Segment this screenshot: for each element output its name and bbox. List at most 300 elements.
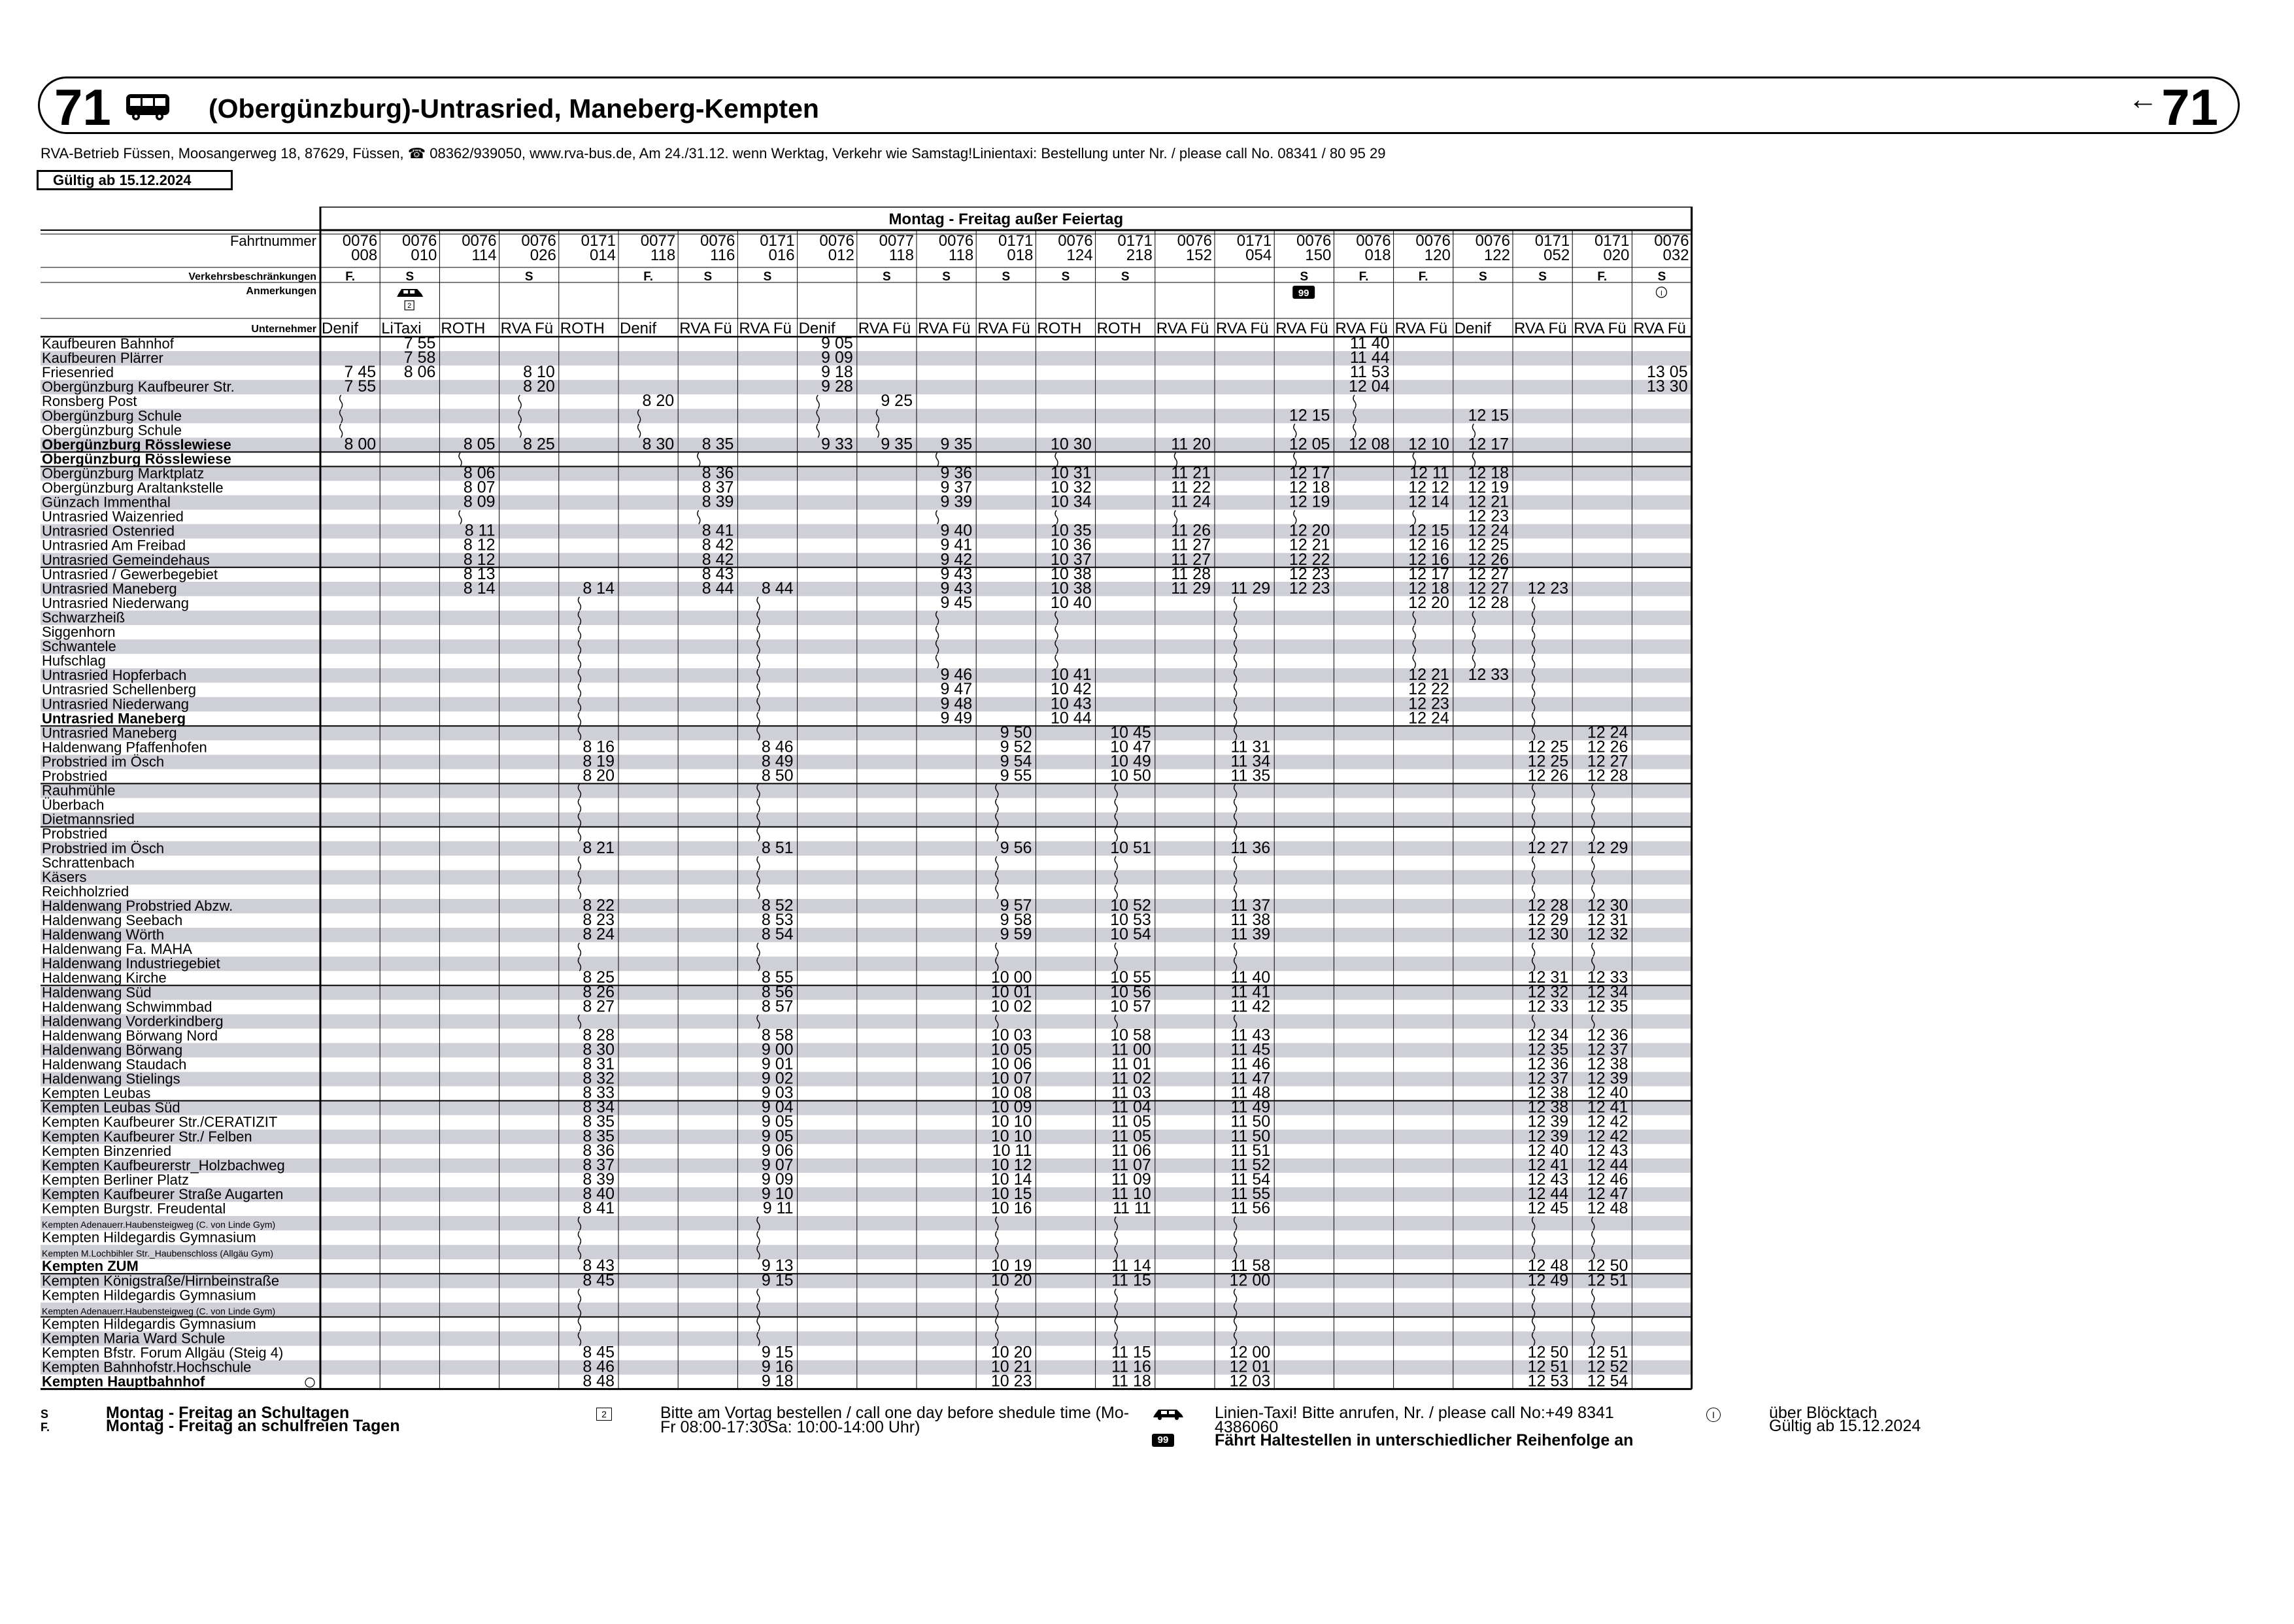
stop-name: Schrattenbach <box>42 854 135 871</box>
stop-name: Schwarzheiß <box>42 609 126 626</box>
departure-time: 8 12 <box>463 550 496 569</box>
departure-time: 12 38 <box>1587 1055 1628 1074</box>
departure-time: 9 15 <box>761 1343 794 1362</box>
trip-number: 118 <box>948 246 974 264</box>
stop-name: Kempten Bahnhofstr.Hochschule <box>42 1359 252 1376</box>
departure-time: 11 52 <box>1230 1155 1271 1174</box>
departure-time: 13 30 <box>1647 377 1688 396</box>
trip-operator: RVA Fü <box>1633 320 1686 337</box>
trip-number: 120 <box>1424 246 1451 264</box>
stop-name: Kempten Hauptbahnhof <box>42 1373 205 1390</box>
departure-time: 9 09 <box>821 348 853 367</box>
departure-time: 12 12 <box>1408 478 1449 497</box>
departure-time: 10 05 <box>990 1040 1032 1059</box>
departure-time: 12 31 <box>1587 911 1628 929</box>
stop-name: Kempten ZUM <box>42 1258 139 1275</box>
stop-name: Käsers <box>42 868 87 885</box>
departure-time: 12 04 <box>1349 377 1390 396</box>
stop-name: Untrasried Maneberg <box>42 710 186 727</box>
trip-operator: RVA Fü <box>1335 320 1388 337</box>
departure-time: 11 43 <box>1230 1026 1271 1045</box>
stop-name: Günzach Immenthal <box>42 494 171 511</box>
departure-time: 12 30 <box>1527 925 1569 944</box>
stop-name: Kempten Maria Ward Schule <box>42 1330 226 1347</box>
pass-through-mark <box>757 1289 760 1302</box>
departure-time: 8 41 <box>582 1199 615 1217</box>
departure-time: 10 35 <box>1051 521 1092 540</box>
departure-time: 12 00 <box>1229 1343 1271 1362</box>
departure-time: 8 36 <box>582 1141 615 1160</box>
departure-time: 12 34 <box>1527 1026 1569 1045</box>
departure-time: 9 00 <box>761 1040 794 1059</box>
departure-time: 8 39 <box>701 492 734 511</box>
departure-time: 8 23 <box>582 911 615 929</box>
departure-time: 11 50 <box>1230 1126 1271 1145</box>
departure-time: 9 07 <box>761 1155 794 1174</box>
departure-time: 8 34 <box>582 1098 615 1117</box>
pass-through-mark <box>1234 799 1237 813</box>
departure-time: 9 28 <box>821 377 853 396</box>
stop-name: Kaufbeuren Bahnhof <box>42 335 174 352</box>
trip-number: 052 <box>1543 246 1570 264</box>
departure-time: 12 23 <box>1408 694 1449 713</box>
legend-f-key: F. <box>41 1421 50 1434</box>
departure-time: 12 08 <box>1349 435 1390 454</box>
departure-time: 11 36 <box>1230 838 1271 857</box>
stop-name: Untrasried Niederwang <box>42 696 189 713</box>
trip-number-prefix: 0076 <box>342 232 378 250</box>
pass-through-mark <box>757 799 760 813</box>
departure-time: 12 31 <box>1527 968 1569 987</box>
departure-time: 12 38 <box>1527 1083 1569 1102</box>
departure-time: 12 43 <box>1527 1170 1569 1189</box>
stop-name: Reichholzried <box>42 883 129 900</box>
departure-time: 12 41 <box>1527 1155 1569 1174</box>
departure-time: 12 21 <box>1468 492 1509 511</box>
legend-s-key: S <box>41 1408 49 1421</box>
trip-operator: RVA Fü <box>1216 320 1269 337</box>
day-heading: Montag - Freitag außer Feiertag <box>888 211 1124 228</box>
trip-number-prefix: 0076 <box>700 232 735 250</box>
departure-time: 8 20 <box>582 766 615 785</box>
departure-time: 9 10 <box>761 1184 794 1203</box>
trip-restriction: S <box>1002 270 1011 284</box>
departure-time: 10 03 <box>990 1026 1032 1045</box>
row-stripe <box>41 1043 1692 1057</box>
departure-time: 9 43 <box>940 579 973 598</box>
trip-number-prefix: 0076 <box>1177 232 1212 250</box>
departure-time: 9 37 <box>940 478 973 497</box>
departure-time: 9 25 <box>881 392 913 411</box>
departure-time: 8 44 <box>701 579 734 598</box>
row-stripe <box>41 1361 1692 1375</box>
trip-operator: Denif <box>620 320 657 337</box>
pass-through-mark <box>757 683 760 697</box>
departure-time: 11 31 <box>1230 737 1271 756</box>
departure-time: 8 35 <box>582 1112 615 1131</box>
notes-label: Anmerkungen <box>246 286 316 297</box>
route-number: 71 <box>54 78 111 136</box>
trip-operator: ROTH <box>441 320 486 337</box>
row-stripe <box>41 838 1692 857</box>
departure-time: 12 17 <box>1408 564 1449 583</box>
stop-name: Überbach <box>42 796 105 813</box>
trip-number-prefix: 0076 <box>1654 232 1689 250</box>
trip-number: 118 <box>650 246 676 264</box>
departure-time: 12 25 <box>1468 535 1509 554</box>
departure-time: 11 09 <box>1111 1170 1151 1189</box>
trip-number-prefix: 0076 <box>1058 232 1093 250</box>
departure-time: 8 06 <box>463 464 496 482</box>
trip-restriction: F. <box>643 270 653 284</box>
departure-time: 9 01 <box>761 1055 794 1074</box>
departure-time: 11 48 <box>1230 1083 1271 1102</box>
departure-time: 8 49 <box>761 752 794 771</box>
departure-time: 11 15 <box>1111 1271 1151 1290</box>
pass-through-mark <box>996 1317 998 1331</box>
pass-through-mark <box>757 626 760 639</box>
pass-through-mark <box>1234 1317 1237 1331</box>
departure-time: 12 17 <box>1468 435 1509 454</box>
departure-time: 12 23 <box>1527 579 1569 598</box>
pass-through-mark <box>698 511 700 524</box>
pass-through-mark <box>1532 712 1535 726</box>
pass-through-mark <box>1234 654 1237 668</box>
departure-time: 11 26 <box>1171 521 1211 540</box>
departure-time: 9 04 <box>761 1098 794 1117</box>
departure-time: 12 36 <box>1587 1026 1628 1045</box>
departure-time: 11 40 <box>1230 968 1271 987</box>
departure-time: 8 52 <box>761 896 794 915</box>
row-stripe <box>41 870 1692 885</box>
note-2-text: Bitte am Vortag bestellen / call one day before shedule time (Mo-Fr 08:00-17:30Sa: 10:00-14:00 Uhr) <box>660 1404 1130 1436</box>
trip-operator: RVA Fü <box>977 320 1030 337</box>
departure-time: 12 48 <box>1587 1199 1628 1217</box>
departure-time: 8 05 <box>463 435 496 454</box>
stop-name: Kempten Kaufbeurer Str./ Felben <box>42 1128 252 1145</box>
departure-time: 11 29 <box>1171 579 1211 598</box>
pass-through-mark <box>1532 799 1535 813</box>
trip-number: 116 <box>710 246 735 264</box>
departure-time: 12 26 <box>1527 766 1569 785</box>
pass-through-mark <box>578 712 581 726</box>
pass-through-mark <box>996 828 998 841</box>
trip-number-prefix: 0076 <box>462 232 497 250</box>
departure-time: 11 47 <box>1230 1069 1271 1088</box>
trip-number-prefix: 0171 <box>1117 232 1153 250</box>
departure-time: 10 15 <box>990 1184 1032 1203</box>
departure-time: 10 02 <box>990 997 1032 1016</box>
departure-time: 11 05 <box>1111 1126 1151 1145</box>
departure-time: 12 00 <box>1229 1271 1271 1290</box>
row-stripe <box>41 1159 1692 1173</box>
stop-name: Untrasried Niederwang <box>42 594 189 611</box>
departure-time: 11 39 <box>1230 925 1271 944</box>
pass-through-mark <box>817 424 819 437</box>
row-stripe <box>41 813 1692 827</box>
departure-time: 10 10 <box>990 1126 1032 1145</box>
departure-time: 9 45 <box>940 593 973 612</box>
pass-through-mark <box>1532 597 1535 611</box>
trip-number: 026 <box>530 246 556 264</box>
departure-time: 8 26 <box>582 983 615 1002</box>
trip-number-prefix: 0077 <box>879 232 914 250</box>
pass-through-mark <box>1532 654 1535 668</box>
trip-number: 152 <box>1185 246 1212 264</box>
departure-time: 9 18 <box>761 1372 794 1391</box>
departure-time: 7 45 <box>344 363 377 382</box>
departure-time: 12 40 <box>1527 1141 1569 1160</box>
stop-name: Haldenwang Pfaffenhofen <box>42 739 207 756</box>
departure-time: 12 47 <box>1587 1184 1628 1203</box>
trip-number-prefix: 0171 <box>1594 232 1630 250</box>
pass-through-mark <box>578 799 581 813</box>
row-stripe <box>41 1302 1692 1317</box>
departure-time: 12 24 <box>1408 709 1449 728</box>
departure-time: 12 37 <box>1527 1069 1569 1088</box>
departure-time: 8 20 <box>523 377 555 396</box>
departure-time: 9 52 <box>1000 737 1032 756</box>
departure-time: 9 59 <box>1000 925 1032 944</box>
departure-time: 12 30 <box>1587 896 1628 915</box>
departure-time: 11 18 <box>1111 1372 1151 1391</box>
departure-time: 8 40 <box>582 1184 615 1203</box>
departure-time: 8 28 <box>582 1026 615 1045</box>
pass-through-mark <box>1472 626 1475 639</box>
departure-time: 12 49 <box>1527 1271 1569 1290</box>
departure-time: 12 27 <box>1587 752 1628 771</box>
trip-number: 150 <box>1305 246 1332 264</box>
departure-time: 12 39 <box>1527 1112 1569 1131</box>
trip-number: 032 <box>1662 246 1689 264</box>
departure-time: 12 33 <box>1587 968 1628 987</box>
stop-name: Haldenwang Börwang <box>42 1041 183 1058</box>
trip-restriction: S <box>405 270 414 284</box>
departure-time: 11 20 <box>1171 435 1211 454</box>
departure-time: 9 46 <box>940 666 973 685</box>
stop-name: Untrasried Am Freibad <box>42 537 186 554</box>
trip-restriction: F. <box>345 270 355 284</box>
stop-name: Schwantele <box>42 638 116 655</box>
trip-restriction: S <box>942 270 951 284</box>
departure-time: 12 23 <box>1289 564 1330 583</box>
pass-through-mark <box>1592 1231 1594 1245</box>
departure-time: 11 27 <box>1171 535 1211 554</box>
stop-name: Probstried im Ösch <box>42 753 165 770</box>
trip-operator: ROTH <box>1096 320 1141 337</box>
stop-name: Obergünzburg Marktplatz <box>42 465 205 482</box>
trip-restriction: S <box>883 270 891 284</box>
circle-note-icon: I <box>1706 1408 1721 1422</box>
departure-time: 12 20 <box>1289 521 1330 540</box>
departure-time: 10 14 <box>990 1170 1032 1189</box>
stop-name: Haldenwang Kirche <box>42 970 167 987</box>
departure-time: 12 38 <box>1527 1098 1569 1117</box>
trip-number-prefix: 0076 <box>521 232 556 250</box>
trip-number: 114 <box>471 246 497 264</box>
pass-through-mark <box>1413 626 1415 639</box>
departure-time: 10 06 <box>990 1055 1032 1074</box>
row-stripe <box>41 1101 1692 1115</box>
departure-time: 8 45 <box>582 1271 615 1290</box>
stop-name: Haldenwang Wörth <box>42 926 165 943</box>
stop-name: Haldenwang Vorderkindberg <box>42 1013 224 1030</box>
stop-name: Kempten Kaufbeurer Str./CERATIZIT <box>42 1113 278 1130</box>
pass-through-mark <box>638 424 641 437</box>
departure-time: 12 19 <box>1289 492 1330 511</box>
departure-time: 8 43 <box>701 564 734 583</box>
departure-time: 12 21 <box>1408 666 1449 685</box>
trip-operator: ROTH <box>560 320 605 337</box>
departure-time: 11 54 <box>1230 1170 1271 1189</box>
departure-time: 11 46 <box>1230 1055 1271 1074</box>
departure-time: 10 32 <box>1051 478 1092 497</box>
trip-number: 016 <box>768 246 795 264</box>
departure-time: 8 14 <box>463 579 496 598</box>
departure-time: 8 46 <box>761 737 794 756</box>
departure-time: 11 28 <box>1171 564 1211 583</box>
stop-name: Untrasried / Gewerbegebiet <box>42 566 218 583</box>
departure-time: 12 33 <box>1468 666 1509 685</box>
departure-time: 11 40 <box>1349 334 1390 352</box>
stop-name: Kempten Adenauerr.Haubensteigweg (C. von Linde Gym) <box>42 1306 276 1317</box>
stop-name: Kempten Bfstr. Forum Allgäu (Steig 4) <box>42 1344 284 1361</box>
pass-through-mark <box>757 856 760 870</box>
departure-time: 12 18 <box>1468 464 1509 482</box>
pass-through-mark <box>459 452 462 466</box>
pass-through-mark <box>1592 1317 1594 1331</box>
departure-time: 12 48 <box>1527 1257 1569 1276</box>
trip-operator: RVA Fü <box>1394 320 1448 337</box>
pass-through-mark <box>757 597 760 611</box>
departure-time: 12 20 <box>1408 593 1449 612</box>
row-stripe <box>41 726 1692 740</box>
departure-time: 9 05 <box>761 1126 794 1145</box>
departure-time: 7 55 <box>403 334 436 352</box>
departure-time: 11 38 <box>1230 911 1271 929</box>
departure-time: 12 53 <box>1527 1372 1569 1391</box>
trip-number-prefix: 0076 <box>1415 232 1451 250</box>
departure-time: 12 24 <box>1587 723 1628 742</box>
departure-time: 12 26 <box>1468 550 1509 569</box>
pass-through-mark <box>1532 1289 1535 1302</box>
taxi-text: Linien-Taxi! Bitte anrufen, Nr. / please call No:+49 8341 4386060 <box>1215 1404 1614 1436</box>
trip-operator: Denif <box>1454 320 1491 337</box>
departure-time: 9 16 <box>761 1357 794 1376</box>
trip-restriction: F. <box>1358 270 1369 284</box>
departure-time: 10 50 <box>1110 766 1151 785</box>
pass-through-mark <box>698 452 700 466</box>
pass-through-mark <box>757 885 760 899</box>
note-99-text: Fährt Haltestellen in unterschiedlicher Reihenfolge an <box>1215 1431 1634 1449</box>
direction-arrow-icon: ← <box>2128 82 2158 116</box>
departure-time: 10 07 <box>990 1069 1032 1088</box>
departure-time: 8 22 <box>582 896 615 915</box>
departure-time: 9 57 <box>1000 896 1032 915</box>
departure-time: 9 35 <box>881 435 913 454</box>
pass-through-mark <box>1115 799 1117 813</box>
departure-time: 11 42 <box>1230 997 1271 1016</box>
departure-time: 12 44 <box>1527 1184 1569 1203</box>
departure-time: 12 34 <box>1587 983 1628 1002</box>
stop-name: Haldenwang Fa. MAHA <box>42 941 192 958</box>
departure-time: 12 28 <box>1468 593 1509 612</box>
row-stripe <box>41 409 1692 423</box>
stop-name: Haldenwang Börwang Nord <box>42 1027 218 1044</box>
departure-time: 12 32 <box>1527 983 1569 1002</box>
departure-time: 12 36 <box>1527 1055 1569 1074</box>
departure-time: 11 01 <box>1111 1055 1151 1074</box>
note-99-mark: 99 <box>1298 288 1309 299</box>
circle-note-text: über Blöcktach <box>1769 1404 1878 1422</box>
departure-time: 10 56 <box>1110 983 1151 1002</box>
departure-time: 11 49 <box>1230 1098 1271 1117</box>
departure-time: 8 35 <box>701 435 734 454</box>
pass-through-mark <box>578 654 581 668</box>
departure-time: 8 41 <box>701 521 734 540</box>
departure-time: 11 27 <box>1171 550 1211 569</box>
departure-time: 10 31 <box>1051 464 1092 482</box>
departure-time: 9 41 <box>940 535 973 554</box>
trip-operator: RVA Fü <box>1514 320 1567 337</box>
departure-time: 8 57 <box>761 997 794 1016</box>
stop-name: Kempten Adenauerr.Haubensteigweg (C. von Linde Gym) <box>42 1219 276 1230</box>
departure-time: 12 44 <box>1587 1155 1628 1174</box>
departure-time: 8 09 <box>463 492 496 511</box>
departure-time: 12 28 <box>1527 896 1569 915</box>
pass-through-mark <box>757 828 760 841</box>
departure-time: 12 22 <box>1289 550 1330 569</box>
departure-time: 12 40 <box>1587 1083 1628 1102</box>
pass-through-mark <box>1115 1289 1117 1302</box>
pass-through-mark <box>578 597 581 611</box>
row-stripe <box>41 1184 1692 1203</box>
pass-through-mark <box>1592 799 1594 813</box>
departure-time: 8 14 <box>582 579 615 598</box>
trip-operator: RVA Fü <box>858 320 911 337</box>
row-stripe <box>41 956 1692 971</box>
departure-time: 11 44 <box>1349 348 1390 367</box>
row-stripe <box>41 928 1692 942</box>
pass-through-mark <box>578 626 581 639</box>
pass-through-mark <box>757 943 760 956</box>
stop-name: Dietmannsried <box>42 811 135 828</box>
row-stripe <box>41 754 1692 769</box>
pass-through-mark <box>876 424 879 437</box>
trip-number-prefix: 0171 <box>998 232 1034 250</box>
departure-time: 9 13 <box>761 1257 794 1276</box>
row-stripe <box>41 1014 1692 1028</box>
stop-name: Haldenwang Schwimmbad <box>42 998 212 1015</box>
pass-through-mark <box>1234 712 1237 726</box>
stop-name: Kempten Hildegardis Gymnasium <box>42 1315 256 1332</box>
departure-time: 10 21 <box>990 1357 1032 1376</box>
pass-through-mark <box>936 654 939 668</box>
row-stripe <box>41 380 1692 394</box>
departure-time: 9 56 <box>1000 838 1032 857</box>
trip-number-prefix: 0171 <box>1236 232 1272 250</box>
note-2-mark: 2 <box>407 302 412 310</box>
departure-time: 8 37 <box>701 478 734 497</box>
departure-time: 12 24 <box>1468 521 1509 540</box>
departure-time: 11 03 <box>1111 1083 1151 1102</box>
departure-time: 9 43 <box>940 564 973 583</box>
stop-name: Untrasried Maneberg <box>42 724 177 741</box>
pass-through-mark <box>936 511 939 524</box>
timetable <box>41 207 1701 1396</box>
trip-restriction: S <box>1300 270 1309 284</box>
departure-time: 12 16 <box>1408 550 1449 569</box>
